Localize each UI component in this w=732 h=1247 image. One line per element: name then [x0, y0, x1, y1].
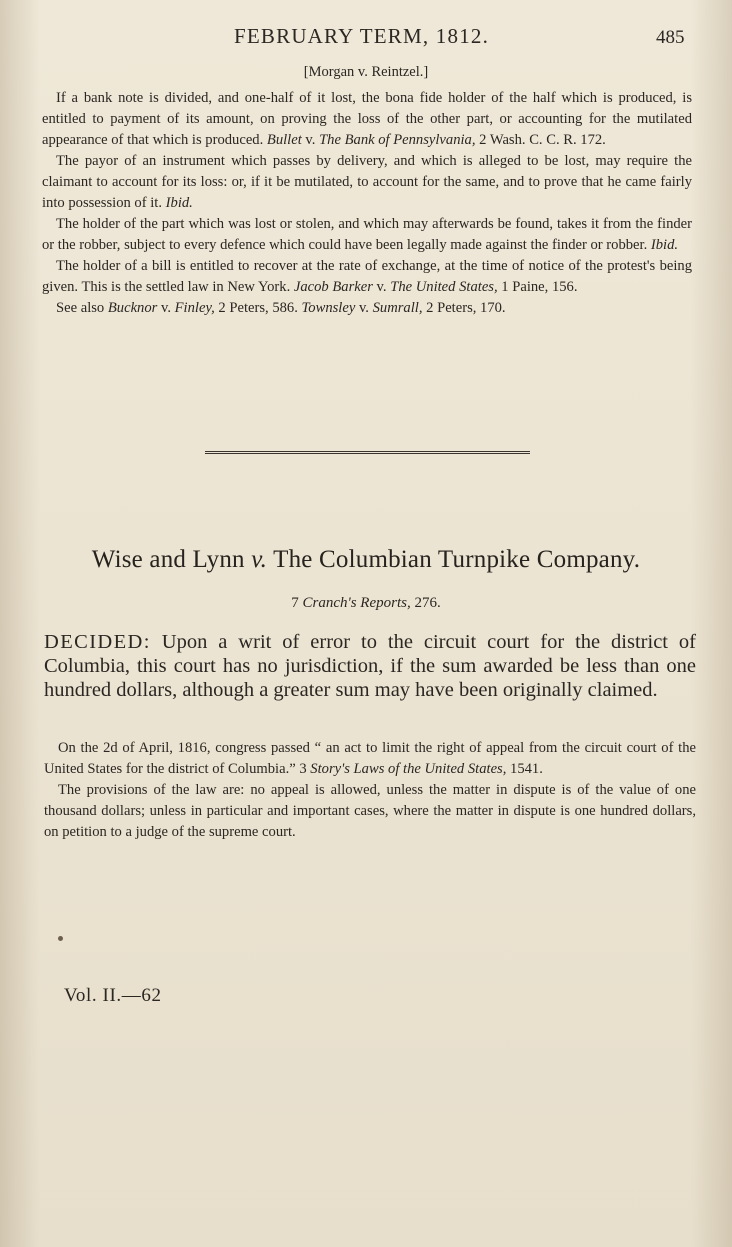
commentary	[44, 738, 696, 843]
note-paragraph-5	[42, 298, 692, 319]
case-title-defendant: The Columbian Turnpike Company.	[267, 546, 641, 573]
section-divider	[205, 451, 530, 454]
note-text: The payor of an instrument which passes by delivery, and which is alleged to be lost, may require the claimant to account for its loss: or, if it be mutilated, to account for the same, and to prove that he came fairly into possession of it.	[42, 153, 692, 211]
reporter-citation	[0, 595, 732, 612]
note-text: See also	[56, 300, 108, 316]
case-name: Ibid.	[650, 237, 679, 253]
note-text: If a bank note is divided, and one-half of it lost, the bona fide holder of the half which is produced, is entitled to payment of its amount, on proving the loss of the other part, or accounting for the mutilated appearance of that which is produced.	[42, 90, 692, 148]
running-head: FEBRUARY TERM, 1812.	[234, 24, 490, 48]
case-name: Sumrall,	[372, 300, 423, 316]
case-caption: [Morgan v. Reintzel.]	[303, 64, 429, 80]
ink-spot	[58, 936, 63, 941]
statute-citation: Story's Laws of the United States,	[310, 761, 507, 777]
citation-reporter: Cranch's Reports,	[302, 595, 411, 611]
case-title	[0, 546, 732, 574]
note-paragraph-4	[42, 256, 692, 298]
page-number: 485	[656, 27, 685, 48]
note-paragraph-2	[42, 151, 692, 214]
case-name: Jacob Barker	[293, 279, 373, 295]
note-text: The holder of a bill is entitled to recover at the rate of exchange, at the time of notice of the protest's being given. This is the settled law in New York.	[42, 258, 692, 295]
note-text: 2 Wash. C. C. R. 172.	[475, 132, 606, 148]
page-header	[0, 24, 732, 54]
note-text: 1 Paine, 156.	[497, 279, 578, 295]
commentary-text: The provisions of the law are: no appeal is allowed, unless the matter in dispute is of the value of one thousand dollars; unless in particular and important cases, where the matter in dispute is one hundred dollars, on petition to a judge of the supreme court.	[44, 782, 696, 840]
case-name: Ibid.	[165, 195, 193, 211]
case-name: The United States,	[390, 279, 498, 295]
note-paragraph-3	[42, 214, 692, 256]
commentary-text: On the 2d of April, 1816, congress passed “ an act to limit the right of appeal from the circuit court of the United States for the district of Columbia.” 3	[44, 740, 696, 777]
commentary-paragraph-2	[44, 780, 696, 843]
case-title-versus: v.	[251, 546, 268, 573]
note-text: v.	[157, 300, 175, 316]
note-text: v.	[355, 300, 373, 316]
citation-page: 276.	[410, 595, 441, 611]
case-title-plaintiffs: Wise and Lynn	[91, 546, 252, 573]
note-text: v.	[301, 132, 320, 148]
note-text: 2 Peters, 170.	[422, 300, 506, 316]
volume-signature: Vol. II.—62	[64, 985, 162, 1006]
commentary-text: 1541.	[506, 761, 543, 777]
note-text: The holder of the part which was lost or stolen, and which may afterwards be found, takes it from the finder or the robber, subject to every defence which could have been legally made against the finder or robber.	[42, 216, 692, 253]
case-name: Townsley	[301, 300, 356, 316]
citation-volume: 7	[291, 595, 303, 611]
note-paragraph-1	[42, 88, 692, 151]
annotation-notes	[42, 88, 692, 319]
commentary-paragraph-1	[44, 738, 696, 780]
holding-text: Upon a writ of error to the circuit court for the district of Columbia, this court has no jurisdiction, if the sum awarded be less than one hundred dollars, although a greater sum may have been originally claimed.	[44, 631, 696, 701]
holding-paragraph	[44, 630, 696, 702]
case-name: The Bank of Pennsylvania,	[319, 132, 476, 148]
case-name: Finley,	[174, 300, 215, 316]
holding-lead: DECIDED:	[44, 631, 151, 653]
case-name: Bucknor	[107, 300, 158, 316]
case-name: Bullet	[266, 132, 302, 148]
note-text: 2 Peters, 586.	[214, 300, 302, 316]
note-text: v.	[372, 279, 391, 295]
